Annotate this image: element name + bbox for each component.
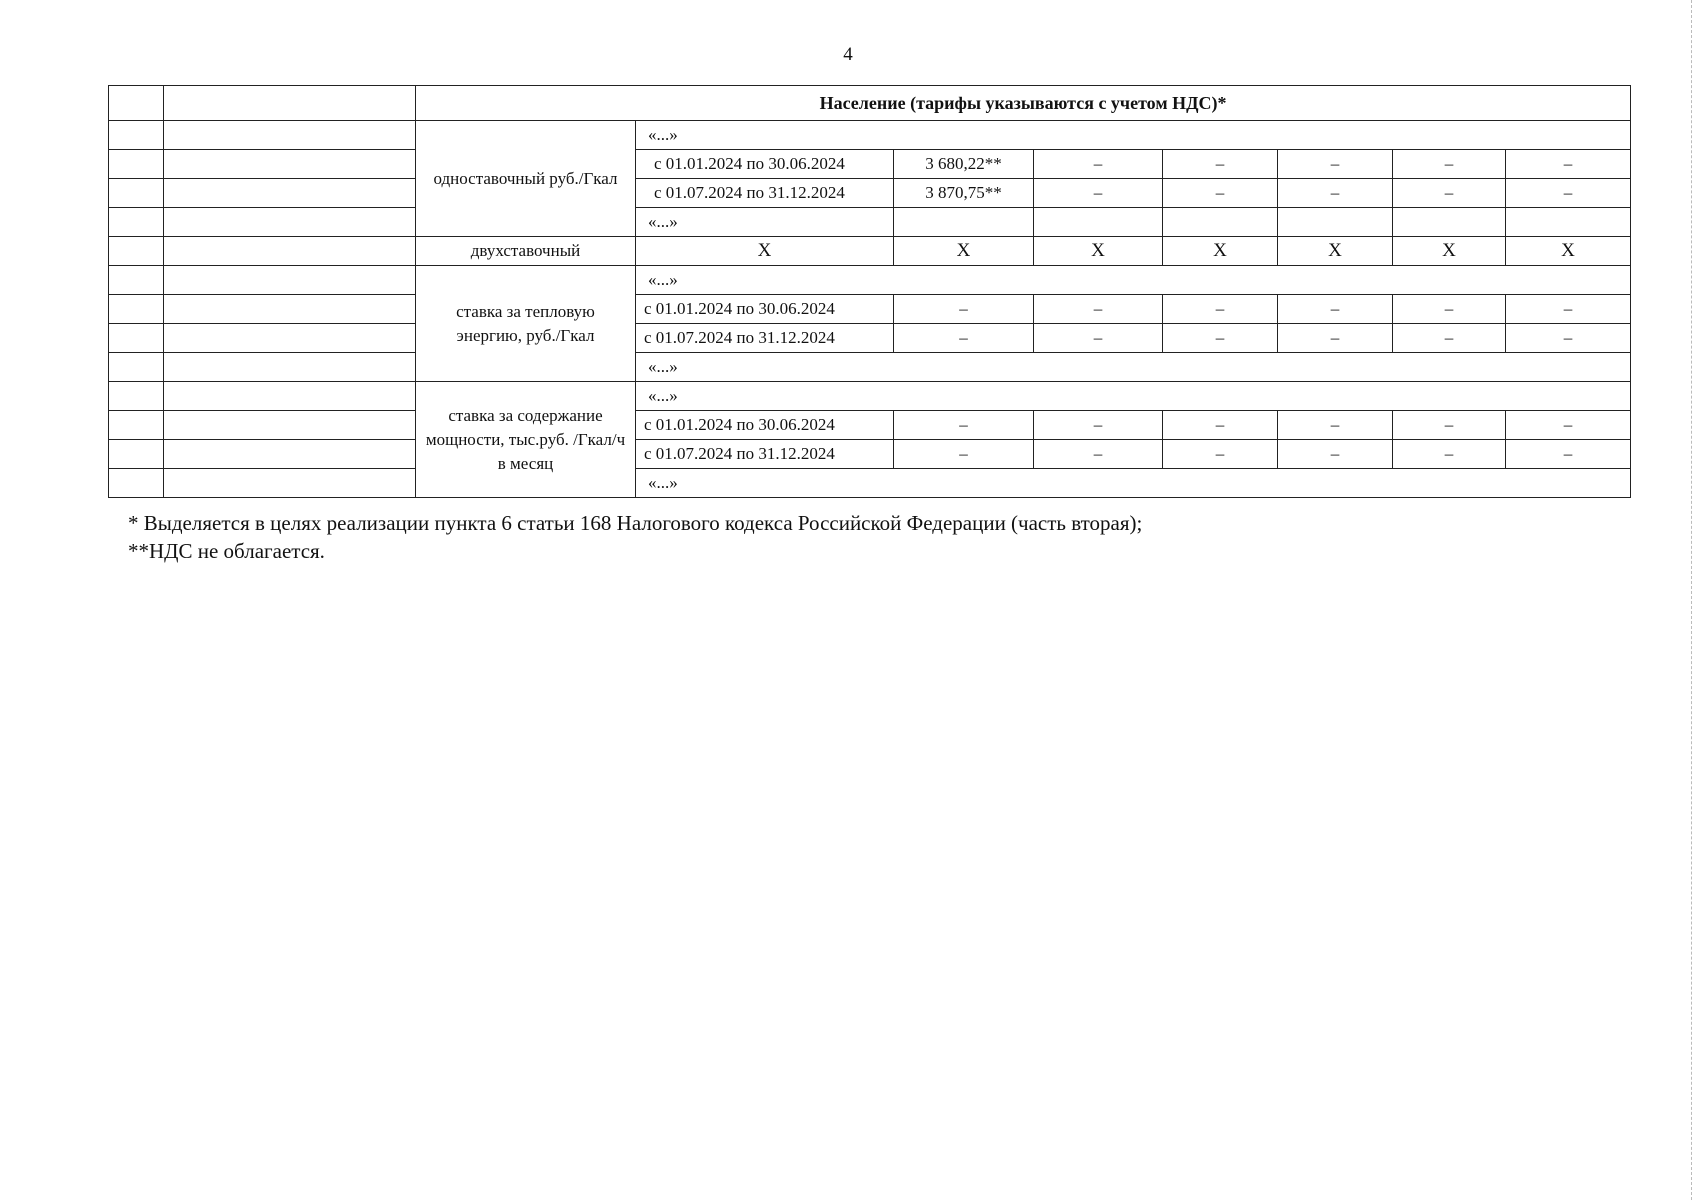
page-number: 4: [843, 44, 853, 65]
table-header-row: [109, 86, 1631, 121]
table-row: [109, 121, 1631, 150]
table-row: [109, 469, 1631, 498]
table-row: с 01.01.2024 по 30.06.2024 – – – – – –: [109, 411, 1631, 440]
table-row: с 01.01.2024 по 30.06.2024 3 680,22** – – – – –: [109, 150, 1631, 179]
capacity-rate-label: ставка за содержание мощности, тыс.руб. /Гкал/ч в месяц: [416, 382, 636, 498]
table-header: Население (тарифы указываются с учетом НДС)*: [416, 86, 1631, 121]
footnote-vat: * Выделяется в целях реализации пункта 6 статьи 168 Налогового кодекса Российской Федерации (часть вторая);: [128, 511, 1143, 535]
ellipsis-cell: «...»: [636, 353, 1631, 382]
name-cell: [164, 86, 416, 121]
heat-rate-label: ставка за тепловую энергию, руб./Гкал: [416, 266, 636, 382]
ellipsis-cell: «...»: [636, 469, 1631, 498]
ellipsis-cell: «...»: [636, 208, 894, 237]
table-row: [109, 353, 1631, 382]
table-row: с 01.07.2024 по 31.12.2024 3 870,75** – – – – –: [109, 179, 1631, 208]
table-row: [109, 266, 1631, 295]
ellipsis-cell: «...»: [636, 266, 1631, 295]
scan-edge: [1689, 0, 1692, 1200]
footnote-no-vat: **НДС не облагается.: [128, 539, 325, 563]
row-number-cell: [109, 86, 164, 121]
table-row: двухставочный X X X X X X X: [109, 237, 1631, 266]
table-row: с 01.01.2024 по 30.06.2024 – – – – – –: [109, 295, 1631, 324]
two-rate-label: двухставочный: [416, 237, 636, 266]
value-cell: 3 680,22**: [894, 150, 1034, 179]
period-cell: с 01.07.2024 по 31.12.2024: [636, 179, 894, 208]
tariff-table: [108, 85, 1631, 498]
value-cell: 3 870,75**: [894, 179, 1034, 208]
table-row: с 01.07.2024 по 31.12.2024 – – – – – –: [109, 440, 1631, 469]
table-row: [109, 208, 1631, 237]
ellipsis-cell: «...»: [636, 382, 1631, 411]
table-row: [109, 382, 1631, 411]
period-cell: с 01.07.2024 по 31.12.2024: [636, 440, 894, 469]
single-rate-label: одноставочный руб./Гкал: [416, 121, 636, 237]
period-cell: с 01.07.2024 по 31.12.2024: [636, 324, 894, 353]
table-row: с 01.07.2024 по 31.12.2024 – – – – – –: [109, 324, 1631, 353]
period-cell: с 01.01.2024 по 30.06.2024: [636, 411, 894, 440]
period-cell: с 01.01.2024 по 30.06.2024: [636, 150, 894, 179]
ellipsis-cell: «...»: [636, 121, 1631, 150]
period-cell: с 01.01.2024 по 30.06.2024: [636, 295, 894, 324]
